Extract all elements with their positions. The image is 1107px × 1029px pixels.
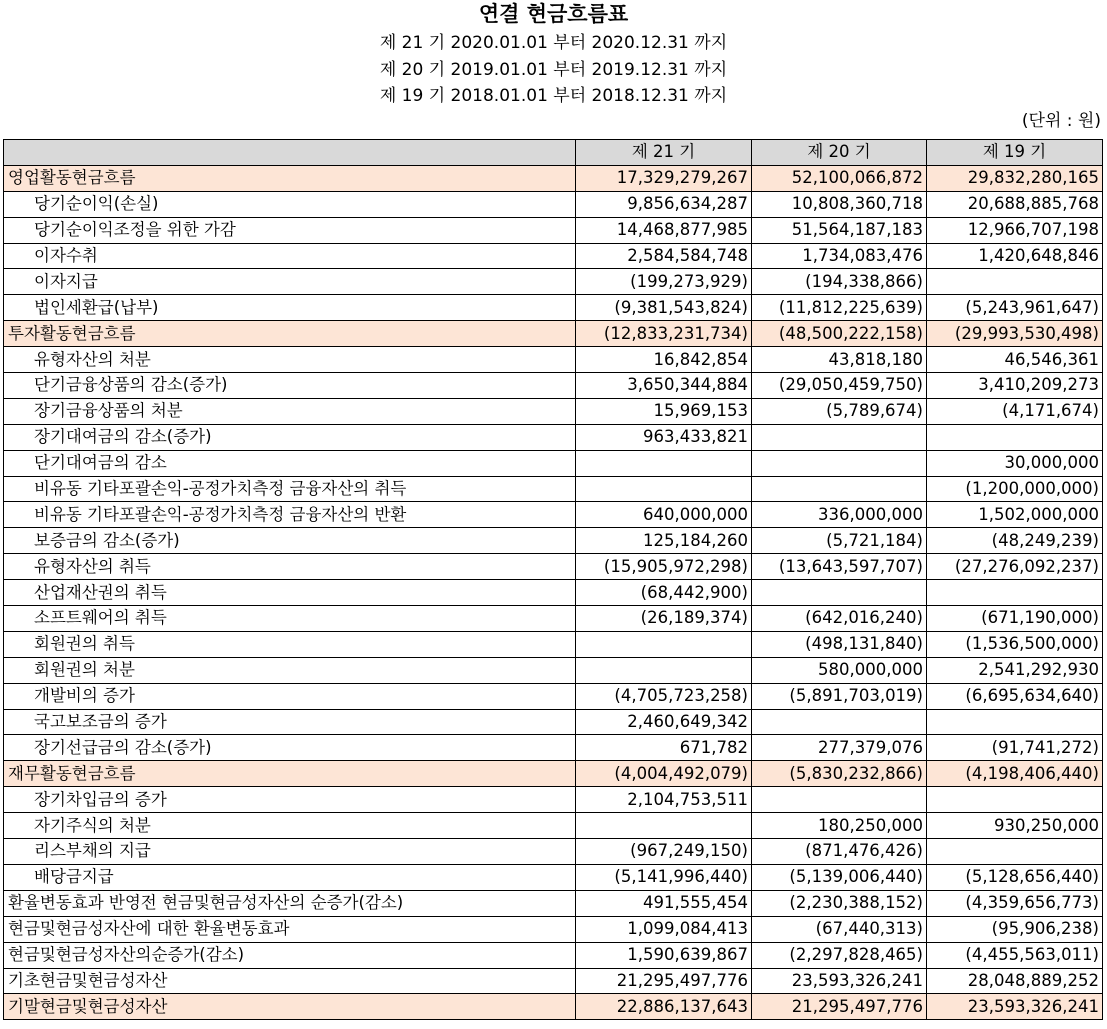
value-period-21	[576, 476, 752, 502]
row-label: 리스부채의 지급	[4, 839, 576, 865]
table-row	[4, 735, 1103, 761]
value-period-21	[576, 813, 752, 839]
row-label: 현금및현금성자산에 대한 환율변동효과	[4, 916, 576, 942]
value-period-20: (2,297,828,465)	[752, 942, 927, 968]
header-period-19: 제 19 기	[927, 140, 1103, 166]
value-period-21: 1,099,084,413	[576, 916, 752, 942]
value-period-21: 15,969,153	[576, 398, 752, 424]
header-period-21: 제 21 기	[576, 140, 752, 166]
row-label: 이자수취	[4, 243, 576, 269]
value-period-21: (199,273,929)	[576, 269, 752, 295]
value-period-20: (5,139,006,440)	[752, 864, 927, 890]
value-period-21: 963,433,821	[576, 424, 752, 450]
table-row	[4, 347, 1103, 373]
row-label: 단기금융상품의 감소(증가)	[4, 373, 576, 399]
row-label: 유형자산의 취득	[4, 554, 576, 580]
header-label-cell	[4, 140, 576, 166]
table-row	[4, 787, 1103, 813]
value-period-20: (5,830,232,866)	[752, 761, 927, 787]
value-period-20: (48,500,222,158)	[752, 321, 927, 347]
row-label: 재무활동현금흐름	[4, 761, 576, 787]
value-period-20: 52,100,066,872	[752, 165, 927, 191]
value-period-19: (4,171,674)	[927, 398, 1103, 424]
row-label: 회원권의 취득	[4, 631, 576, 657]
value-period-21: 3,650,344,884	[576, 373, 752, 399]
value-period-20	[752, 709, 927, 735]
value-period-20: 10,808,360,718	[752, 191, 927, 217]
row-label: 단기대여금의 감소	[4, 450, 576, 476]
row-label: 국고보조금의 증가	[4, 709, 576, 735]
period-line: 제 21 기 2020.01.01 부터 2020.12.31 까지	[379, 33, 728, 53]
value-period-19: (6,695,634,640)	[927, 683, 1103, 709]
value-period-19: 46,546,361	[927, 347, 1103, 373]
value-period-19	[927, 424, 1103, 450]
table-row	[4, 709, 1103, 735]
row-label: 비유동 기타포괄손익-공정가치측정 금융자산의 취득	[4, 476, 576, 502]
value-period-19: 12,966,707,198	[927, 217, 1103, 243]
value-period-21: 640,000,000	[576, 502, 752, 528]
table-row	[4, 321, 1103, 347]
header-period-20: 제 20 기	[752, 140, 927, 166]
value-period-20	[752, 787, 927, 813]
value-period-20: 180,250,000	[752, 813, 927, 839]
value-period-21	[576, 450, 752, 476]
value-period-19	[927, 839, 1103, 865]
row-label: 법인세환급(납부)	[4, 295, 576, 321]
value-period-21: 1,590,639,867	[576, 942, 752, 968]
value-period-19: (29,993,530,498)	[927, 321, 1103, 347]
row-label: 장기금융상품의 처분	[4, 398, 576, 424]
value-period-21	[576, 657, 752, 683]
table-row	[4, 165, 1103, 191]
table-row	[4, 373, 1103, 399]
value-period-20: (67,440,313)	[752, 916, 927, 942]
value-period-20: (871,476,426)	[752, 839, 927, 865]
value-period-21: (4,004,492,079)	[576, 761, 752, 787]
value-period-21: (967,249,150)	[576, 839, 752, 865]
value-period-19: 23,593,326,241	[927, 994, 1103, 1020]
value-period-20	[752, 580, 927, 606]
value-period-20: (29,050,459,750)	[752, 373, 927, 399]
value-period-19: (4,455,563,011)	[927, 942, 1103, 968]
table-row	[4, 994, 1103, 1020]
value-period-20	[752, 450, 927, 476]
table-row	[4, 683, 1103, 709]
value-period-20: 23,593,326,241	[752, 968, 927, 994]
table-header-row	[4, 140, 1103, 166]
value-period-21: (68,442,900)	[576, 580, 752, 606]
row-label: 현금및현금성자산의순증가(감소)	[4, 942, 576, 968]
row-label: 환율변동효과 반영전 현금및현금성자산의 순증가(감소)	[4, 890, 576, 916]
value-period-20: 21,295,497,776	[752, 994, 927, 1020]
table-row	[4, 864, 1103, 890]
value-period-20: (2,230,388,152)	[752, 890, 927, 916]
value-period-20	[752, 476, 927, 502]
value-period-19: (4,198,406,440)	[927, 761, 1103, 787]
table-row	[4, 398, 1103, 424]
row-label: 기초현금및현금성자산	[4, 968, 576, 994]
value-period-20: (194,338,866)	[752, 269, 927, 295]
row-label: 비유동 기타포괄손익-공정가치측정 금융자산의 반환	[4, 502, 576, 528]
value-period-19	[927, 269, 1103, 295]
value-period-21: 2,584,584,748	[576, 243, 752, 269]
value-period-20: 277,379,076	[752, 735, 927, 761]
value-period-21: 9,856,634,287	[576, 191, 752, 217]
row-label: 장기선급금의 감소(증가)	[4, 735, 576, 761]
value-period-21: (15,905,972,298)	[576, 554, 752, 580]
row-label: 당기순이익조정을 위한 가감	[4, 217, 576, 243]
table-row	[4, 295, 1103, 321]
value-period-20: (498,131,840)	[752, 631, 927, 657]
value-period-21: 2,104,753,511	[576, 787, 752, 813]
row-label: 투자활동현금흐름	[4, 321, 576, 347]
value-period-19: (671,190,000)	[927, 606, 1103, 632]
table-row	[4, 243, 1103, 269]
value-period-19: 3,410,209,273	[927, 373, 1103, 399]
table-row	[4, 450, 1103, 476]
value-period-19: 1,420,648,846	[927, 243, 1103, 269]
row-label: 보증금의 감소(증가)	[4, 528, 576, 554]
row-label: 영업활동현금흐름	[4, 165, 576, 191]
value-period-21: 2,460,649,342	[576, 709, 752, 735]
value-period-21: (9,381,543,824)	[576, 295, 752, 321]
table-row	[4, 942, 1103, 968]
row-label: 당기순이익(손실)	[4, 191, 576, 217]
value-period-21: (5,141,996,440)	[576, 864, 752, 890]
value-period-21	[576, 631, 752, 657]
value-period-19: (48,249,239)	[927, 528, 1103, 554]
value-period-19	[927, 709, 1103, 735]
table-row	[4, 191, 1103, 217]
statement-header	[0, 0, 1107, 134]
value-period-19: (5,243,961,647)	[927, 295, 1103, 321]
value-period-19: 28,048,889,252	[927, 968, 1103, 994]
value-period-21: 16,842,854	[576, 347, 752, 373]
value-period-21: 491,555,454	[576, 890, 752, 916]
row-label: 유형자산의 처분	[4, 347, 576, 373]
row-label: 회원권의 처분	[4, 657, 576, 683]
value-period-20: 336,000,000	[752, 502, 927, 528]
table-row	[4, 217, 1103, 243]
table-row	[4, 554, 1103, 580]
value-period-20: (5,721,184)	[752, 528, 927, 554]
value-period-19	[927, 787, 1103, 813]
value-period-21: 17,329,279,267	[576, 165, 752, 191]
value-period-19: (1,200,000,000)	[927, 476, 1103, 502]
value-period-19: 2,541,292,930	[927, 657, 1103, 683]
table-row	[4, 916, 1103, 942]
unit-label: (단위 : 원)	[1021, 110, 1101, 131]
value-period-19: 1,502,000,000	[927, 502, 1103, 528]
statement-title: 연결 현금흐름표	[478, 2, 629, 26]
row-label: 이자지급	[4, 269, 576, 295]
value-period-20	[752, 424, 927, 450]
row-label: 기말현금및현금성자산	[4, 994, 576, 1020]
value-period-19: (95,906,238)	[927, 916, 1103, 942]
table-row	[4, 813, 1103, 839]
table-row	[4, 761, 1103, 787]
value-period-19	[927, 580, 1103, 606]
table-row	[4, 424, 1103, 450]
value-period-19: 30,000,000	[927, 450, 1103, 476]
value-period-21: 671,782	[576, 735, 752, 761]
value-period-20: 43,818,180	[752, 347, 927, 373]
table-row	[4, 657, 1103, 683]
value-period-19: (1,536,500,000)	[927, 631, 1103, 657]
table-row	[4, 631, 1103, 657]
table-row	[4, 269, 1103, 295]
table-row	[4, 890, 1103, 916]
value-period-21: (4,705,723,258)	[576, 683, 752, 709]
value-period-21: 22,886,137,643	[576, 994, 752, 1020]
value-period-20: 580,000,000	[752, 657, 927, 683]
table-row	[4, 968, 1103, 994]
value-period-19: 29,832,280,165	[927, 165, 1103, 191]
value-period-19: (27,276,092,237)	[927, 554, 1103, 580]
cash-flow-table	[3, 139, 1103, 1020]
value-period-19: (91,741,272)	[927, 735, 1103, 761]
row-label: 산업재산권의 취득	[4, 580, 576, 606]
value-period-20: 1,734,083,476	[752, 243, 927, 269]
value-period-19: 930,250,000	[927, 813, 1103, 839]
value-period-20: (642,016,240)	[752, 606, 927, 632]
row-label: 장기차입금의 증가	[4, 787, 576, 813]
value-period-21: 14,468,877,985	[576, 217, 752, 243]
value-period-19: (4,359,656,773)	[927, 890, 1103, 916]
table-row	[4, 528, 1103, 554]
period-line: 제 19 기 2018.01.01 부터 2018.12.31 까지	[379, 86, 728, 106]
value-period-21: 21,295,497,776	[576, 968, 752, 994]
row-label: 소프트웨어의 취득	[4, 606, 576, 632]
value-period-21: 125,184,260	[576, 528, 752, 554]
value-period-20: 51,564,187,183	[752, 217, 927, 243]
period-line: 제 20 기 2019.01.01 부터 2019.12.31 까지	[379, 59, 728, 80]
table-body	[4, 165, 1103, 1019]
row-label: 개발비의 증가	[4, 683, 576, 709]
table-row	[4, 580, 1103, 606]
table-row	[4, 606, 1103, 632]
value-period-20: (5,891,703,019)	[752, 683, 927, 709]
value-period-19: 20,688,885,768	[927, 191, 1103, 217]
value-period-20: (13,643,597,707)	[752, 554, 927, 580]
table-row	[4, 839, 1103, 865]
value-period-21: (26,189,374)	[576, 606, 752, 632]
value-period-21: (12,833,231,734)	[576, 321, 752, 347]
row-label: 장기대여금의 감소(증가)	[4, 424, 576, 450]
table-row	[4, 476, 1103, 502]
value-period-20: (11,812,225,639)	[752, 295, 927, 321]
value-period-20: (5,789,674)	[752, 398, 927, 424]
row-label: 자기주식의 처분	[4, 813, 576, 839]
value-period-19: (5,128,656,440)	[927, 864, 1103, 890]
row-label: 배당금지급	[4, 864, 576, 890]
table-row	[4, 502, 1103, 528]
